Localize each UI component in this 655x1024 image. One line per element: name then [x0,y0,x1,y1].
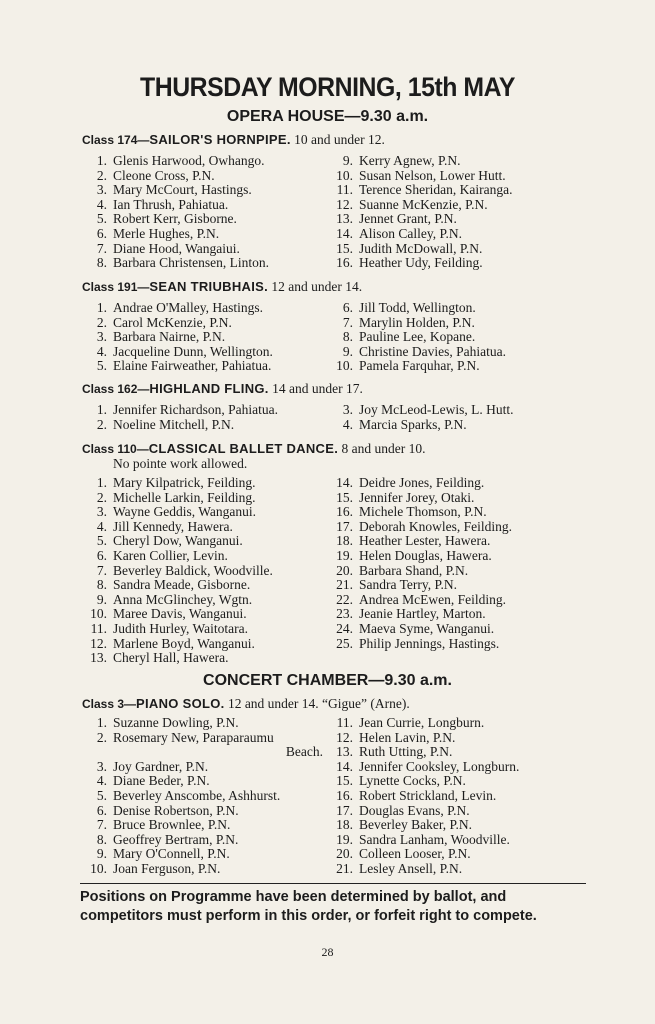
entrant-name: Carol McKenzie, P.N. [113,314,232,330]
entrant-name: Colleen Looser, P.N. [359,846,471,862]
entrant-name: Marlene Boyd, Wanganui. [113,635,255,651]
entrant-name: Beverley Baker, P.N. [359,817,473,833]
entrant-number: 14. [336,758,353,774]
entrant-number: 20. [336,846,353,862]
entrant-number: 13. [336,211,353,227]
entrant-name: Susan Nelson, Lower Hutt. [359,167,506,183]
class-heading-3 [82,696,410,712]
entrant-list-item [326,716,519,731]
entrant-number: 19. [336,547,353,563]
entrant-list-item [326,847,519,862]
entrant-name: Sandra Lanham, Woodville. [359,831,510,847]
entrant-name: Alison Calley, P.N. [359,225,463,241]
entrant-number: 10. [90,606,107,622]
entrant-list-item [326,198,512,213]
entrant-name: Sandra Terry, P.N. [359,577,458,593]
entrant-list-item [80,316,273,331]
entrant-name: Noeline Mitchell, P.N. [113,416,235,432]
entrant-list-item [80,154,269,169]
entrant-list-item [326,256,512,271]
entrant-number: 8. [96,255,107,271]
entrant-number: 25. [336,635,353,651]
class-110-entrants-left [80,476,273,666]
entrant-number: 6. [96,802,107,818]
entrant-name: Cheryl Hall, Hawera. [113,650,229,666]
entrant-number: 2. [96,314,107,330]
entrant-list-item [326,242,512,257]
entrant-list-item [80,520,273,535]
entrant-name: Bruce Brownlee, P.N. [113,817,231,833]
entrant-name: Joy McLeod-Lewis, L. Hutt. [359,402,514,417]
entrant-number: 8. [342,329,353,345]
entrant-name: Rosemary New, Paraparaumu [113,729,274,745]
class-110-note: No pointe work allowed. [113,456,248,471]
entrant-name: Andrae O'Malley, Hastings. [113,300,264,315]
entrant-name: Jennifer Cooksley, Longburn. [359,758,520,774]
entrant-list-item [80,637,273,652]
entrant-number: 9. [342,343,353,359]
entrant-list-item [326,607,512,622]
entrant-list-item [326,818,519,833]
entrant-name: Terence Sheridan, Kairanga. [359,182,513,198]
footer-divider [80,883,586,884]
class-name: SAILOR'S HORNPIPE. [149,132,291,147]
entrant-number: 7. [96,562,107,578]
entrant-number: 10. [90,860,107,876]
class-110-entrants-right [326,476,512,651]
class-number: Class 110— [82,442,149,456]
entrant-number: 15. [336,773,353,789]
page-number: 28 [321,945,334,959]
entrant-name: Christine Davies, Pahiatua. [359,343,506,359]
entrant-number: 5. [96,211,107,227]
entrant-name: Pauline Lee, Kopane. [359,329,476,345]
entrant-name: Diane Beder, P.N. [113,773,210,789]
entrant-name: Glenis Harwood, Owhango. [113,153,265,168]
entrant-name: Mary O'Connell, P.N. [113,846,230,862]
entrant-number: 12. [90,635,107,651]
entrant-number: 11. [336,715,353,730]
entrant-name: Philip Jennings, Hastings. [359,635,500,651]
entrant-list-item [326,491,512,506]
entrant-number: 23. [336,606,353,622]
page-title: THURSDAY MORNING, 15th MAY [140,72,515,102]
entrant-list-item [80,227,269,242]
entrant-number: 19. [336,831,353,847]
entrant-list-item [326,578,512,593]
class-191-entrants-left [80,301,273,374]
entrant-name: Anna McGlinchey, Wgtn. [113,591,253,607]
entrant-name: Denise Robertson, P.N. [113,802,239,818]
class-name: SEAN TRIUBHAIS. [149,279,269,294]
entrant-list-item [326,789,519,804]
entrant-number: 11. [90,620,107,636]
entrant-list-item [326,154,512,169]
entrant-name: Joy Gardner, P.N. [113,758,209,774]
entrant-name: Ruth Utting, P.N. [359,744,453,760]
class-age-range: 12 and under 14. [271,279,363,294]
entrant-number: 4. [96,773,107,789]
entrant-list-item [80,564,273,579]
entrant-number: 20. [336,562,353,578]
entrant-list-item [326,593,512,608]
entrant-name: Maeva Syme, Wanganui. [359,620,495,636]
entrant-list-item [80,716,323,731]
entrant-name: Suanne McKenzie, P.N. [359,196,488,212]
entrant-list-item [80,745,323,760]
entrant-name: Cheryl Dow, Wanganui. [113,533,243,549]
entrant-number: 9. [96,591,107,607]
entrant-name: Robert Strickland, Levin. [359,787,497,803]
class-heading-110 [82,441,425,457]
entrant-list-item [326,534,512,549]
entrant-name: Heather Lester, Hawera. [359,533,491,549]
class-heading-174 [82,132,385,148]
entrant-number: 5. [96,358,107,374]
entrant-list-item [80,476,273,491]
entrant-list-item [326,760,519,775]
class-number: Class 191— [82,280,150,294]
entrant-number: 16. [336,255,353,271]
entrant-list-item [80,760,323,775]
class-name: PIANO SOLO. [136,696,225,711]
entrant-name: Deborah Knowles, Feilding. [359,518,512,534]
entrant-list-item [326,505,512,520]
entrant-list-item [326,476,512,491]
entrant-list-item [326,212,512,227]
entrant-list-item [80,212,269,227]
entrant-name: Judith McDowall, P.N. [359,240,483,256]
entrant-number: 2. [96,489,107,505]
entrant-list-item [326,345,506,360]
entrant-number: 9. [96,846,107,862]
entrant-list-item [326,403,513,418]
entrant-number: 14. [336,225,353,241]
class-age-range: 12 and under 14. “Gigue” (Arne). [227,696,410,711]
entrant-list-item [326,418,513,433]
entrant-list-item [326,316,506,331]
entrant-list-item [80,534,273,549]
entrant-name: Mary McCourt, Hastings. [113,182,252,198]
entrant-name: Jill Todd, Wellington. [359,300,476,315]
entrant-list-item [80,183,269,198]
entrant-list-item [326,862,519,877]
class-162-entrants-right [326,403,513,432]
entrant-name: Jacqueline Dunn, Wellington. [113,343,273,359]
entrant-list-item [326,549,512,564]
entrant-number: 14. [336,475,353,490]
entrant-number: 11. [336,182,353,198]
entrant-number: 3. [96,329,107,345]
entrant-number: 10. [336,358,353,374]
class-heading-162 [82,381,363,397]
entrant-name: Barbara Nairne, P.N. [113,329,226,345]
class-162-entrants-left [80,403,278,432]
class-age-range: 8 and under 10. [341,441,426,456]
entrant-number: 5. [96,787,107,803]
entrant-name: Ian Thrush, Pahiatua. [113,196,229,212]
entrant-number: 21. [336,577,353,593]
entrant-list-item [326,169,512,184]
class-age-range: 14 and under 17. [272,381,363,396]
entrant-list-item [80,330,273,345]
venue-heading-concert-chamber: CONCERT CHAMBER—9.30 a.m. [203,672,452,689]
entrant-name: Marcia Sparks, P.N. [359,416,467,432]
entrant-number: 21. [336,860,353,876]
entrant-number: 13. [336,744,353,760]
entrant-number: 17. [336,518,353,534]
entrant-list-item [326,622,512,637]
entrant-number: 15. [336,240,353,256]
entrant-number: 7. [96,817,107,833]
entrant-name: Wayne Geddis, Wanganui. [113,504,257,520]
entrant-name: Jennifer Richardson, Pahiatua. [113,402,278,417]
entrant-number: 6. [96,547,107,563]
entrant-number: 6. [96,225,107,241]
entrant-number: 2. [96,167,107,183]
entrant-list-item [80,593,273,608]
class-174-entrants-left [80,154,269,271]
class-191-entrants-right [326,301,506,374]
entrant-number: 3. [96,504,107,520]
entrant-list-item [326,359,506,374]
entrant-list-item [326,227,512,242]
entrant-name: Jennet Grant, P.N. [359,211,457,227]
entrant-list-item [80,403,278,418]
entrant-number: 15. [336,489,353,505]
class-3-entrants-right [326,716,519,877]
entrant-number: 4. [96,343,107,359]
class-name: CLASSICAL BALLET DANCE. [148,441,339,456]
entrant-name: Cleone Cross, P.N. [113,167,215,183]
entrant-list-item [80,505,273,520]
entrant-list-item [80,774,323,789]
entrant-list-item [326,637,512,652]
entrant-name: Marylin Holden, P.N. [359,314,475,330]
entrant-list-item [80,804,323,819]
entrant-list-item [80,242,269,257]
entrant-list-item [326,833,519,848]
entrant-name: Lesley Ansell, P.N. [359,860,463,876]
entrant-name: Jeanie Hartley, Marton. [359,606,486,622]
entrant-number: 7. [96,240,107,256]
entrant-number: 22. [336,591,353,607]
entrant-name: Andrea McEwen, Feilding. [359,591,506,607]
entrant-name: Jill Kennedy, Hawera. [113,518,233,534]
entrant-name: Diane Hood, Wangaiui. [113,240,240,256]
entrant-list-item [326,731,519,746]
entrant-name: Mary Kilpatrick, Feilding. [113,475,256,490]
entrant-number: 10. [336,167,353,183]
entrant-number: 1. [96,715,107,730]
entrant-name: Robert Kerr, Gisborne. [113,211,237,227]
entrant-list-item [80,607,273,622]
class-3-entrants-left [80,716,323,877]
entrant-name: Michele Thomson, P.N. [359,504,487,520]
entrant-number: 1. [96,475,107,490]
entrant-list-item [80,789,323,804]
class-name: HIGHLAND FLING. [149,381,269,396]
entrant-list-item [326,804,519,819]
entrant-number: 4. [96,196,107,212]
entrant-number: 13. [90,650,107,666]
entrant-name: Karen Collier, Levin. [113,547,228,563]
entrant-number: 1. [96,153,107,168]
entrant-name: Heather Udy, Feilding. [359,255,483,271]
entrant-number: 7. [342,314,353,330]
entrant-name: Helen Lavin, P.N. [359,729,456,745]
entrant-number: 17. [336,802,353,818]
entrant-list-item [80,622,273,637]
entrant-name: Beverley Anscombe, Ashhurst. [113,787,281,803]
entrant-name: Joan Ferguson, P.N. [113,860,221,876]
entrant-name: Geoffrey Bertram, P.N. [113,831,239,847]
entrant-list-item [80,418,278,433]
venue-heading-opera-house: OPERA HOUSE—9.30 a.m. [226,108,429,125]
entrant-number: 6. [342,300,353,315]
entrant-name: Pamela Farquhar, P.N. [359,358,480,374]
entrant-number: 24. [336,620,353,636]
entrant-number: 4. [96,518,107,534]
entrant-name: Jean Currie, Longburn. [359,715,485,730]
entrant-number: 12. [336,729,353,745]
entrant-name: Helen Douglas, Hawera. [359,547,492,563]
entrant-list-item [80,578,273,593]
entrant-name: Barbara Shand, P.N. [359,562,469,578]
entrant-name: Sandra Meade, Gisborne. [113,577,251,593]
class-number: Class 3— [82,697,137,711]
entrant-number: 2. [96,416,107,432]
entrant-list-item [80,862,323,877]
entrant-number: 8. [96,577,107,593]
entrant-list-item [80,833,323,848]
entrant-list-item [326,774,519,789]
entrant-number: 16. [336,787,353,803]
entrant-number: 4. [342,416,353,432]
class-age-range: 10 and under 12. [294,132,385,147]
entrant-number: 16. [336,504,353,520]
entrant-list-item [80,651,273,666]
entrant-list-item [80,491,273,506]
entrant-number: 8. [96,831,107,847]
entrant-name: Barbara Christensen, Linton. [113,255,269,271]
entrant-list-item [326,330,506,345]
entrant-list-item [326,301,506,316]
entrant-number: 9. [342,153,353,168]
entrant-number: 1. [96,402,107,417]
entrant-list-item [80,847,323,862]
entrant-list-item [80,549,273,564]
entrant-name: Maree Davis, Wanganui. [113,606,247,622]
entrant-number: 18. [336,533,353,549]
entrant-list-item [326,745,519,760]
entrant-list-item [326,564,512,579]
entrant-list-item [80,301,273,316]
entrant-list-item [80,818,323,833]
class-number: Class 174— [82,133,150,147]
class-number: Class 162— [82,382,150,396]
entrant-name: Merle Hughes, P.N. [113,225,220,241]
entrant-name: Elaine Fairweather, Pahiatua. [113,358,272,374]
entrant-name: Kerry Agnew, P.N. [359,153,461,168]
entrant-list-item [80,731,323,746]
entrant-name: Judith Hurley, Waitotara. [113,620,249,636]
entrant-number: 3. [96,182,107,198]
entrant-name: Jennifer Jorey, Otaki. [359,489,475,505]
entrant-list-item [326,183,512,198]
entrant-list-item [80,359,273,374]
class-heading-191 [82,279,362,295]
entrant-name: Deidre Jones, Feilding. [359,475,485,490]
class-174-entrants-right [326,154,512,271]
entrant-number: 3. [96,758,107,774]
entrant-list-item [326,520,512,535]
entrant-name: Douglas Evans, P.N. [359,802,470,818]
entrant-name: Suzanne Dowling, P.N. [113,715,239,730]
entrant-number: 5. [96,533,107,549]
entrant-name: Beach. [285,744,323,760]
entrant-list-item [80,169,269,184]
entrant-number: 1. [96,300,107,315]
entrant-number: 2. [96,729,107,745]
entrant-number: 3. [342,402,353,417]
entrant-list-item [80,198,269,213]
entrant-number: 12. [336,196,353,212]
entrant-name: Lynette Cocks, P.N. [359,773,466,789]
entrant-name: Michelle Larkin, Feilding. [113,489,256,505]
entrant-list-item [80,256,269,271]
entrant-number: 18. [336,817,353,833]
ballot-notice: Positions on Programme have been determined by ballot, and competitors must perform in this order, or forfeit right to compete. [80,889,537,924]
entrant-list-item [80,345,273,360]
entrant-name: Beverley Baldick, Woodville. [113,562,273,578]
